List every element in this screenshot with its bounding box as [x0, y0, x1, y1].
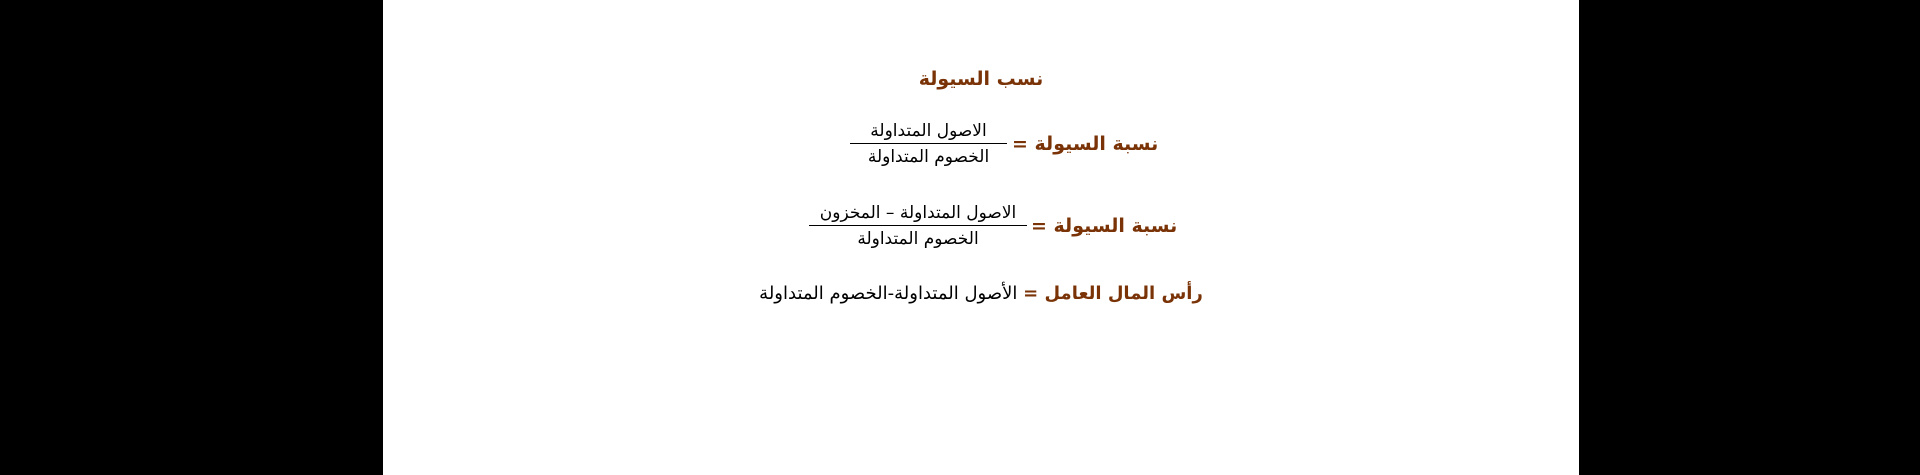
- formula1-lhs: نسبة السيولة =: [1012, 133, 1159, 155]
- formula-working-capital: [383, 283, 1579, 304]
- slide-canvas: [383, 0, 1579, 475]
- formula1-denominator: الخصوم المتداولة: [867, 147, 990, 167]
- left-letterbox: [0, 0, 383, 475]
- formula2-fraction: [809, 203, 1027, 249]
- slide-title: نسب السيولة: [918, 68, 1044, 90]
- formula3-rhs: الأصول المتداولة-الخصوم المتداولة: [759, 283, 1018, 304]
- right-letterbox: [1579, 0, 1920, 475]
- formula2-lhs: نسبة السيولة =: [1031, 215, 1178, 237]
- formula3-lhs: رأس المال العامل =: [1023, 283, 1203, 304]
- formula1-fraction: [850, 121, 1007, 167]
- formula2-denominator: الخصوم المتداولة: [857, 229, 979, 249]
- formula2-numerator: الاصول المتداولة – المخزون: [819, 203, 1017, 223]
- formula1-numerator: الاصول المتداولة: [870, 121, 987, 141]
